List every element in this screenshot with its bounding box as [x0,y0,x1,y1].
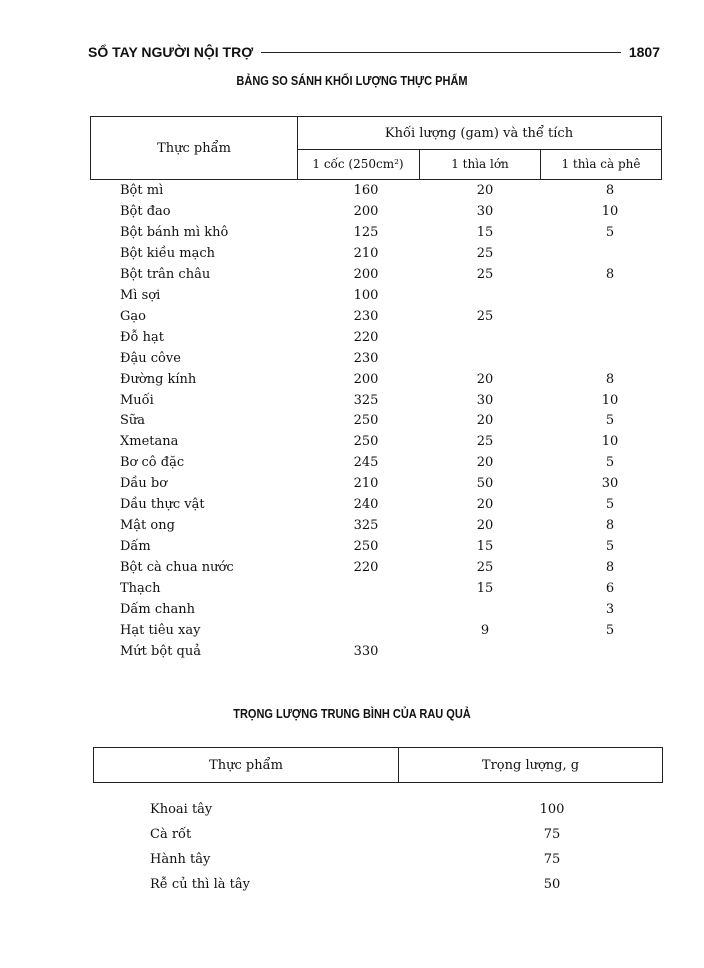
cup-value: 220 [353,329,379,345]
table-row [0,288,704,308]
tsp-value: 3 [605,602,615,617]
tsp-value: 5 [605,413,615,429]
tsp-value: 10 [601,434,619,450]
food-name: Rễ củ thì là tây [150,877,250,892]
table1-col-food: Thực phẩm [91,117,298,179]
table2-col-food: Thực phẩm [94,748,399,782]
tsp-value: 10 [601,392,619,408]
weight-value: 50 [543,877,561,892]
food-name: Dấm chanh [120,602,195,617]
food-name: Đậu côve [120,350,181,366]
table-row [0,602,704,622]
tsp-value: 5 [605,539,615,555]
cup-value: 325 [353,518,379,534]
tsp-value: 10 [601,203,619,219]
tbsp-value: 25 [476,266,494,282]
table-row [0,434,704,454]
food-name: Muối [120,392,154,408]
food-name: Mì sợi [120,287,161,303]
cup-value: 330 [353,643,379,659]
table-row [0,455,704,475]
tbsp-value: 20 [476,371,494,387]
tsp-value: 6 [605,581,615,597]
food-name: Bột đao [120,203,171,219]
tsp-value: 5 [605,224,615,240]
book-title: SỔ TAY NGƯỜI NỘI TRỢ [88,44,254,60]
table1-col-group: Khối lượng (gam) và thể tích [297,117,661,150]
table2-title: TRỌNG LƯỢNG TRUNG BÌNH CỦA RAU QUẢ [233,707,471,721]
tsp-value: 30 [601,476,619,492]
table-row [0,267,704,287]
cup-value: 230 [353,350,379,366]
cup-value: 210 [353,245,379,261]
table-row [0,351,704,371]
cup-value: 200 [353,371,379,387]
table1-header [90,116,662,180]
cup-value: 100 [353,287,379,303]
cup-value: 200 [353,266,379,282]
tbsp-value: 15 [476,224,494,240]
tbsp-value: 20 [476,455,494,471]
header-rule [261,52,621,53]
cup-value: 250 [353,434,379,450]
cup-value: 200 [353,203,379,219]
food-name: Dầu thực vật [120,497,205,513]
tsp-value: 8 [605,518,615,534]
cup-value: 325 [353,392,379,408]
table1-col-tsp: 1 thìa cà phê [561,157,641,171]
tbsp-value: 20 [476,497,494,513]
tbsp-value: 25 [476,560,494,576]
page-number: 1807 [628,44,660,60]
cup-value: 220 [353,560,379,576]
table-row [0,518,704,538]
food-name: Sữa [120,413,146,429]
tsp-value: 5 [605,497,615,513]
table-row [0,413,704,433]
food-name: Bột bánh mì khô [120,224,229,240]
tbsp-value: 50 [476,476,494,492]
table-row [0,183,704,203]
weight-value: 75 [543,827,561,842]
table-row [0,497,704,517]
table-row [0,877,704,897]
table-row [0,225,704,245]
weight-value: 75 [543,852,561,867]
tsp-value: 8 [605,266,615,282]
cup-value: 240 [353,497,379,513]
table-row [0,644,704,664]
food-name: Dấm [120,539,151,555]
tsp-value: 8 [605,371,615,387]
page-header [88,42,660,62]
food-name: Xmetana [120,434,179,450]
table-row [0,623,704,643]
table-row [0,393,704,413]
table-row [0,802,704,822]
tsp-value: 8 [605,560,615,576]
food-name: Bột cà chua nước [120,560,234,576]
table-row [0,560,704,580]
tbsp-value: 25 [476,308,494,324]
tbsp-value: 30 [476,203,494,219]
food-name: Dầu bơ [120,476,168,492]
tbsp-value: 20 [476,183,494,198]
tbsp-value: 25 [476,245,494,261]
food-name: Khoai tây [150,802,213,817]
table-row [0,476,704,496]
tbsp-value: 20 [476,413,494,429]
table2-col-weight: Trọng lượng, g [481,757,580,773]
cup-value: 230 [353,308,379,324]
cup-value: 160 [353,183,379,198]
table-row [0,539,704,559]
table-row [0,827,704,847]
weight-value: 100 [539,802,565,817]
food-name: Thạch [120,581,161,597]
food-name: Mứt bột quả [120,643,201,659]
table-row [0,581,704,601]
table-row [0,204,704,224]
food-name: Đỗ hạt [120,329,164,345]
food-name: Đường kính [120,371,197,387]
food-name: Bột kiều mạch [120,245,216,261]
table-row [0,309,704,329]
tbsp-value: 15 [476,581,494,597]
table2-header [93,747,663,783]
tsp-value: 8 [605,183,615,198]
tsp-value: 5 [605,455,615,471]
table-row [0,372,704,392]
table-row [0,330,704,350]
food-name: Bột mì [120,183,164,198]
cup-value: 250 [353,413,379,429]
cup-value: 210 [353,476,379,492]
tbsp-value: 15 [476,539,494,555]
table-row [0,246,704,266]
table1-title: BẢNG SO SÁNH KHỐI LƯỢNG THỰC PHẨM [236,74,468,88]
tsp-value: 5 [605,622,615,638]
food-name: Mật ong [120,518,175,534]
food-name: Bơ cô đặc [120,455,185,471]
food-name: Gạo [120,308,146,324]
cup-value: 125 [353,224,379,240]
food-name: Hành tây [150,852,211,867]
tbsp-value: 20 [476,518,494,534]
food-name: Bột trân châu [120,266,211,282]
food-name: Cà rốt [150,827,192,842]
table-row [0,852,704,872]
table1-col-cup: 1 cốc (250cm²) [297,149,420,179]
cup-value: 245 [353,455,379,471]
tbsp-value: 30 [476,392,494,408]
tbsp-value: 25 [476,434,494,450]
table1-col-tbsp: 1 thìa lớn [420,149,541,179]
food-name: Hạt tiêu xay [120,622,201,638]
tbsp-value: 9 [480,622,490,638]
cup-value: 250 [353,539,379,555]
